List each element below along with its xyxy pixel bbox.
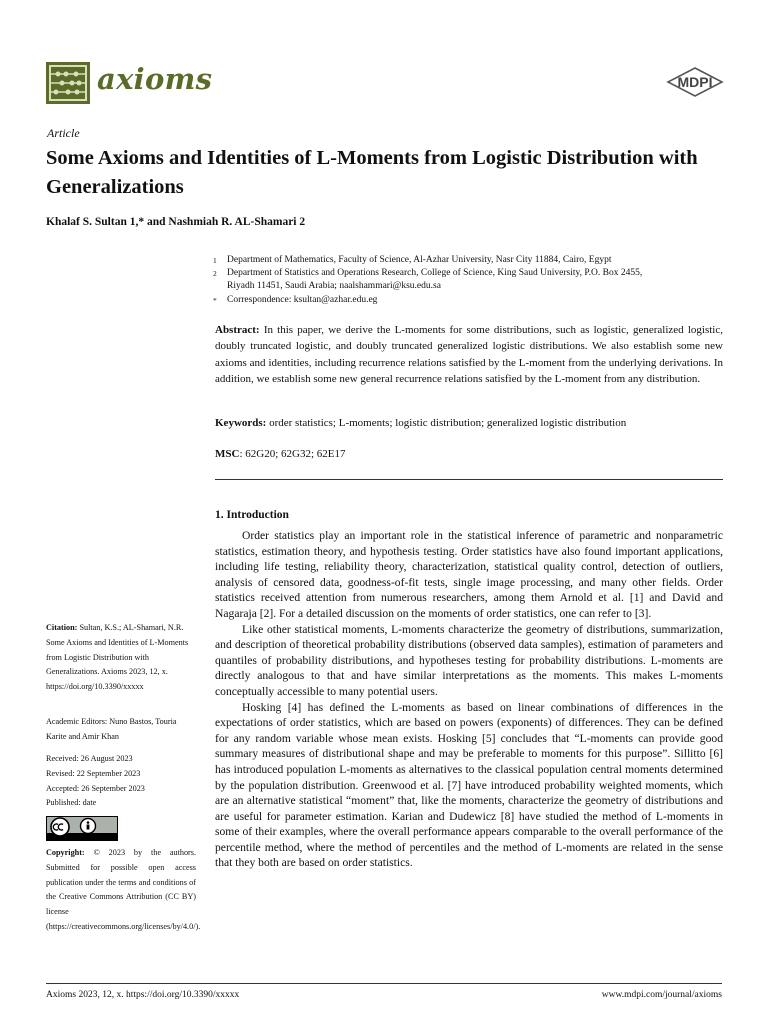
- received-date: Received: 26 August 2023: [46, 754, 133, 763]
- affiliation-mark: 1: [213, 256, 217, 265]
- affiliation-mark: 2: [213, 269, 217, 279]
- footer-divider: [46, 983, 722, 984]
- section-body: [215, 528, 723, 871]
- correspondence: [213, 294, 713, 307]
- published-date: Published: date: [46, 798, 97, 808]
- footer-journal-url[interactable]: www.mdpi.com/journal/axioms: [601, 990, 722, 1000]
- accepted-date: Accepted: 26 September 2023: [46, 783, 145, 793]
- paper-title: Some Axioms and Identities of L-Moments from Logistic Distribution with Generalizations: [46, 147, 698, 198]
- section-divider: [215, 479, 723, 480]
- journal-name: axioms: [97, 62, 213, 96]
- affiliation-2: [213, 267, 713, 293]
- dates: [46, 752, 196, 811]
- affiliation-text: Department of Mathematics, Faculty of Science, Al-Azhar University, Nasr City 11884, Cairo, Egypt: [227, 255, 612, 265]
- abstract-text: In this paper, we derive the L-moments for some distributions, such as logistic, generalized logistic, doubly truncated logistic, and doubly truncated generalized logistic distributions. We also establish some new axioms and identities, including recurrence relations satisfied by the L-moment from the underlying derivations. In addition, we establish some new general recurrence relations satisfied by the L-moment from any distribution.: [215, 324, 723, 385]
- citation-label: Citation:: [46, 623, 78, 632]
- affiliations: [213, 254, 713, 307]
- article-type: Article: [47, 126, 80, 140]
- paragraph: Order statistics play an important role in the statistical inference of parametric and nonparametric statistics, estimation theory, and hypothesis testing. Order statistics have also found important applications, including life testing, reliability theory, characterization, statistical quality control, detection of outliers, analysis of censored data, goodness-of-fit tests, single image processing, and many other fields. Order statistics received attention from numerous researchers, among them Arnold et al. [1] and David and Nagaraja [2]. For a detailed discussion on the moments of order statistics, one can refer to [3].: [215, 529, 723, 620]
- academic-editors: Academic Editors: Nuno Bastos, Touria Karite and Amir Khan: [46, 717, 177, 741]
- revised-date: Revised: 22 September 2023: [46, 768, 141, 778]
- msc-text: : 62G20; 62G32; 62E17: [239, 448, 346, 460]
- affiliation-1: [213, 254, 713, 267]
- authors: Khalaf S. Sultan 1,* and Nashmiah R. AL-Shamari 2: [46, 216, 306, 228]
- paragraph: Like other statistical moments, L-moments characterize the geometry of distributions, summarization, and description of theoretical probability distributions (observed data samples), estimation of parameters and quantiles of probability distributions, and hypotheses testing for probability distributions. L-moments are directly analogous to that and have similar interpretations as the moments. This makes L-moments conceptually accessible to many potential users.: [215, 622, 723, 698]
- citation-text: Sultan, K.S.; AL-Shamari, N.R. Some Axioms and Identities of L-Moments from Logistic Distribution with Generalizations. Axioms 2023, 12, x. https://doi.org/10.3390/xxxxx: [46, 623, 189, 692]
- cc-by-license-icon: [46, 816, 118, 841]
- affiliation-text: Department of Statistics and Operations Research, College of Science, King Saud University, P.O. Box 2455, Riyadh 11451, Saudi Arabia; naalshammari@ksu.edu.sa: [227, 268, 643, 292]
- keywords-label: Keywords:: [215, 417, 267, 429]
- publisher-name: MDPI: [677, 74, 713, 90]
- keywords-text: order statistics; L-moments; logistic distribution; generalized logistic distribution: [269, 417, 627, 429]
- copyright-label: Copyright:: [46, 848, 85, 857]
- affiliation-mark: *: [213, 295, 217, 305]
- paragraph: Hosking [4] has defined the L-moments as based on linear combinations of differences in the expectations of order statistics, which are based on powers (exponents) of differences. They can be defined for any random variable whose mean exists. Hosking [5] concludes that “L-moments can provide good summary measures of distributional shape and may be preferable to moments for this purpose”. Sillitto [6] has introduced population L-moments as alternatives to the classical population central moments determined by the population distribution. Greenwood et al. [7] have introduced probability weighted moments, which are an alternative statistical “moment” that, like the moments, characterize the geometry of distributions and are useful for parameter estimation. Karian and Dudewicz [8] have studied the method of L-moments in some of their examples, where the overall performance appears comparable to the overall performance of the percentile method, where the method of percentiles and the method of L-moments are related in the sense that they both are based on order statistics.: [215, 700, 723, 870]
- mdpi-logo-icon: [666, 67, 724, 97]
- msc-label: MSC: [215, 448, 240, 460]
- citation: [46, 621, 196, 695]
- copyright-text: © 2023 by the authors. Submitted for possible open access publication under the terms and conditions of the Creative Commons Attribution (CC BY) license (https://creativecommons.org/licenses/by/4.0/).: [46, 848, 201, 931]
- journal-logo-icon: [46, 62, 90, 104]
- abstract: [215, 322, 723, 387]
- msc: [215, 446, 723, 462]
- keywords: [215, 415, 723, 431]
- copyright: [46, 846, 201, 935]
- section-heading: 1. Introduction: [215, 509, 289, 521]
- correspondence-text: Correspondence: ksultan@azhar.edu.eg: [227, 294, 378, 305]
- abstract-label: Abstract:: [215, 324, 260, 336]
- footer-citation: Axioms 2023, 12, x. https://doi.org/10.3390/xxxxx: [46, 990, 240, 1000]
